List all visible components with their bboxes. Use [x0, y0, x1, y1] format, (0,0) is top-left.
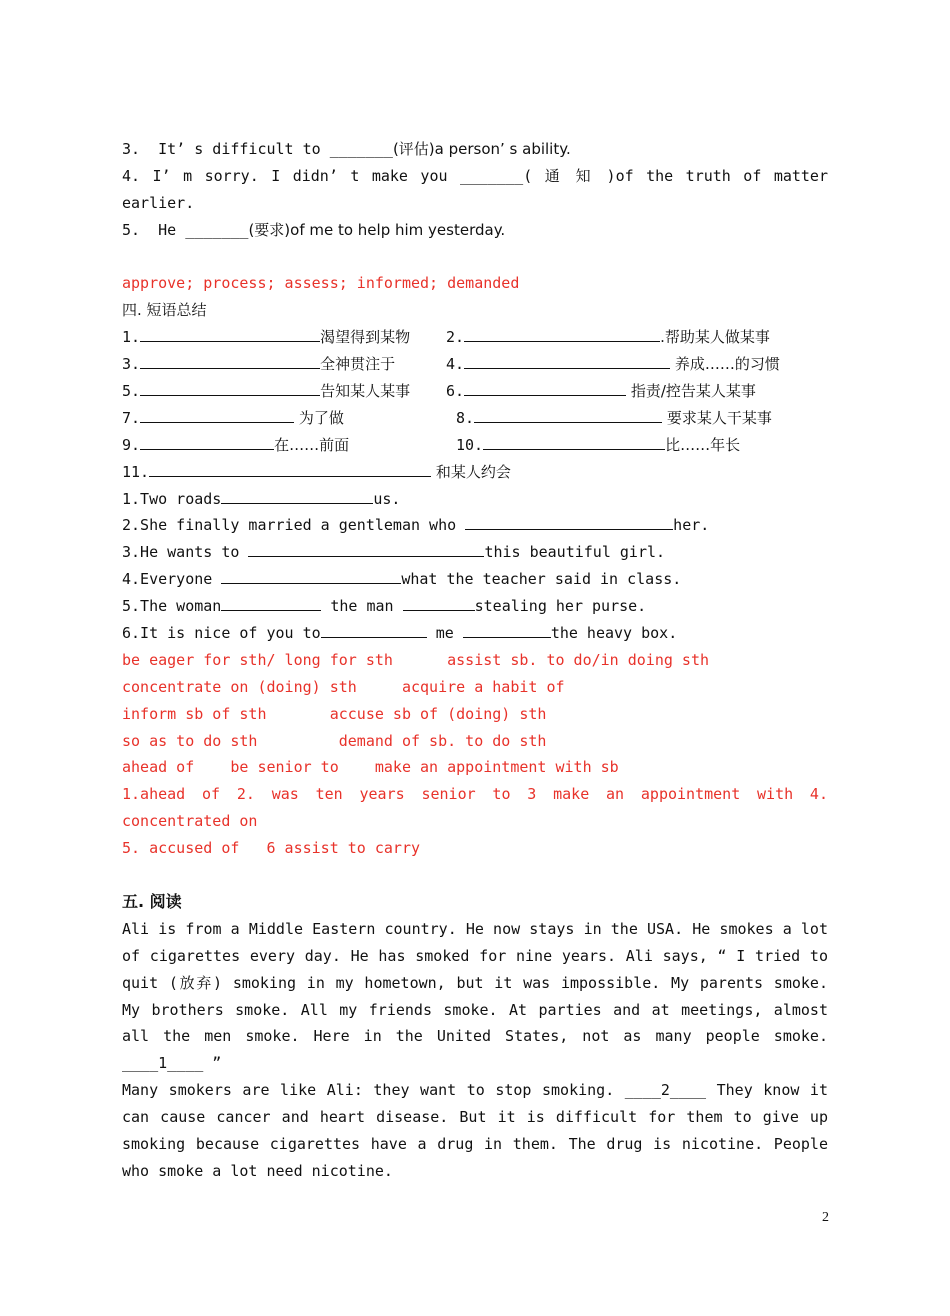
sentence-6: 6.It is nice of you to me the heavy box. [122, 620, 828, 647]
phrase-8: 8. 要求某人干某事 [456, 405, 772, 432]
reading-line: quit (放弃) smoking in my hometown, but it was impossible. My parents smoke. [122, 973, 828, 992]
phrase-2: 2. .帮助某人做某事 [446, 324, 770, 351]
phrase-3: 3. 全神贯注于 [122, 351, 395, 378]
sentence-1: 1.Two roads us. [122, 486, 828, 513]
phrase-1: 1. 渴望得到某物 [122, 324, 410, 351]
phrase-9: 9. 在……前面 [122, 432, 349, 459]
key-phrase: concentrate on (doing) sth acquire a habit of [122, 677, 565, 696]
reading-line: all the men smoke. Here in the United States, not as many people smoke. [122, 1027, 828, 1046]
phrase-row [122, 324, 828, 351]
reading-line: smoking because cigarettes have a drug in them. The drug is nicotine. People [122, 1134, 828, 1153]
phrase-7: 7. 为了做 [122, 405, 344, 432]
exercise-q4-line2: earlier. [122, 193, 195, 212]
document-page [122, 136, 828, 1185]
key-phrase: so as to do sth demand of sb. to do sth [122, 731, 547, 750]
section5-title: 五. 阅读 [122, 891, 182, 911]
reading-line: Ali is from a Middle Eastern country. He now stays in the USA. He smokes a lot [122, 919, 828, 938]
key-phrase: be eager for sth/ long for sth assist sb. to do/in doing sth [122, 650, 709, 669]
phrase-row [122, 432, 828, 459]
section4-title: 四. 短语总结 [122, 301, 207, 320]
phrase-row [122, 378, 828, 405]
exercise-q4-line1: 4. I’ m sorry. I didn’ t make you _______( 通 知 )of the truth of matter [122, 166, 828, 185]
answers-vocabulary: approve; process; assess; informed; demanded [122, 274, 520, 293]
phrase-6: 6. 指责/控告某人某事 [446, 378, 756, 405]
key-answers-line1: 1.ahead of 2. was ten years senior to 3 make an appointment with 4. [122, 785, 828, 804]
reading-line: can cause cancer and heart disease. But it is difficult for them to give up [122, 1108, 828, 1127]
phrase-11: 11. 和某人约会 [122, 459, 511, 486]
sentence-4: 4.Everyone what the teacher said in class. [122, 566, 828, 593]
sentence-2: 2.She finally married a gentleman who her. [122, 512, 828, 539]
sentence-5: 5.The woman the man stealing her purse. [122, 593, 828, 620]
exercise-q5: 5. He _______(要求)of me to help him yesterday. [122, 220, 506, 239]
sentence-3: 3.He wants to this beautiful girl. [122, 539, 828, 566]
phrase-row [122, 459, 828, 486]
phrase-row [122, 351, 828, 378]
reading-line: My brothers smoke. All my friends smoke. At parties and at meetings, almost [122, 1000, 828, 1019]
reading-line: who smoke a lot need nicotine. [122, 1161, 393, 1180]
phrase-row [122, 405, 828, 432]
reading-line: Many smokers are like Ali: they want to stop smoking. ____2____ They know it [122, 1081, 828, 1100]
reading-line: of cigarettes every day. He has smoked for nine years. Ali says, “ I tried to [122, 946, 828, 965]
key-phrase: ahead of be senior to make an appointment with sb [122, 758, 619, 777]
exercise-q3: 3. It’ s difficult to _______(评估)a person’ s ability. [122, 140, 571, 158]
phrase-10: 10. 比……年长 [456, 432, 740, 459]
phrase-5: 5. 告知某人某事 [122, 378, 410, 405]
phrase-4: 4. 养成……的习惯 [446, 351, 780, 378]
key-phrase: inform sb of sth accuse sb of (doing) sth [122, 704, 547, 723]
key-answers-line2: concentrated on [122, 812, 258, 831]
key-answers-line3: 5. accused of 6 assist to carry [122, 839, 421, 858]
reading-line: ____1____ ” [122, 1054, 222, 1073]
page-number: 2 [822, 1210, 829, 1225]
